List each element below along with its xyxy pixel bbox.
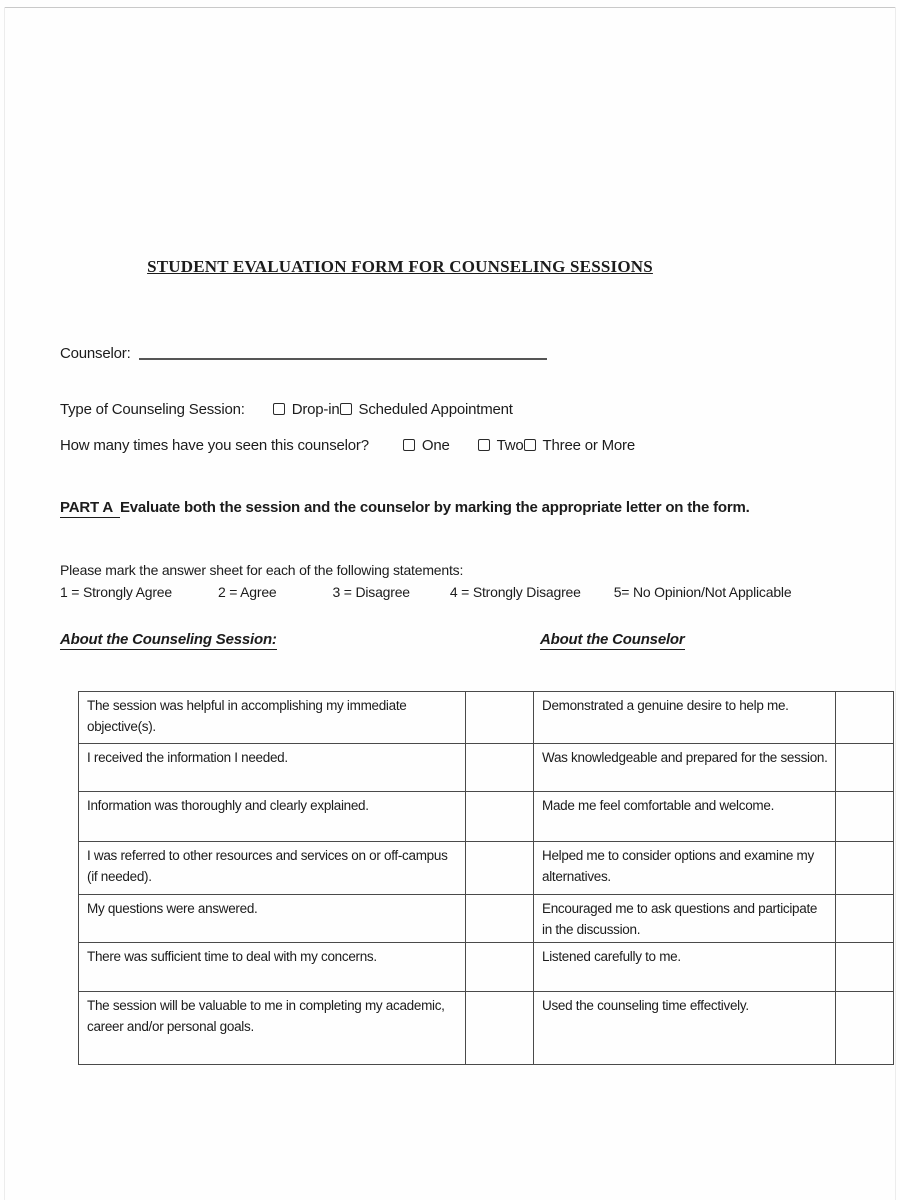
counselor-label: Counselor:: [60, 345, 131, 362]
times-seen-label: How many times have you seen this counselor?: [60, 437, 369, 454]
scale-item-2: 2 = Agree: [217, 584, 277, 600]
three-or-more-option: [524, 437, 635, 454]
session-statement: The session will be valuable to me in completing my academic, career and/or personal goals.: [79, 992, 466, 1065]
counselor-statement: Made me feel comfortable and welcome.: [534, 792, 836, 842]
counselor-rating-cell[interactable]: [836, 992, 894, 1065]
scheduled-appointment-label: Scheduled Appointment: [358, 401, 513, 418]
evaluation-table: [78, 691, 894, 1065]
table-row: [79, 842, 894, 895]
table-row: [79, 792, 894, 842]
session-rating-cell[interactable]: [466, 792, 534, 842]
table-row: [79, 992, 894, 1065]
session-type-label: Type of Counseling Session:: [60, 401, 245, 418]
session-statement: I received the information I needed.: [79, 744, 466, 792]
drop-in-option: [273, 401, 340, 418]
page-title: STUDENT EVALUATION FORM FOR COUNSELING SESSIONS: [147, 257, 653, 276]
part-a-heading: [60, 499, 750, 516]
one-option: [403, 437, 450, 454]
scale-intro: Please mark the answer sheet for each of the following statements:: [60, 562, 464, 578]
session-rating-cell[interactable]: [466, 943, 534, 992]
counselor-statement: Used the counseling time effectively.: [534, 992, 836, 1065]
rating-scale-legend: [60, 584, 791, 600]
counselor-statement: Helped me to consider options and examine my alternatives.: [534, 842, 836, 895]
session-statement: My questions were answered.: [79, 895, 466, 943]
part-a-label: PART A: [60, 499, 120, 518]
counselor-statement: Demonstrated a genuine desire to help me.: [534, 692, 836, 744]
counselor-input-line[interactable]: [139, 344, 547, 360]
session-statement: There was sufficient time to deal with my concerns.: [79, 943, 466, 992]
table-row: [79, 744, 894, 792]
counselor-rating-cell[interactable]: [836, 692, 894, 744]
page-edge-top: [4, 7, 896, 8]
scale-item-3: 3 = Disagree: [332, 584, 410, 600]
counselor-statement: Encouraged me to ask questions and participate in the discussion.: [534, 895, 836, 943]
counselor-rating-cell[interactable]: [836, 842, 894, 895]
session-rating-cell[interactable]: [466, 692, 534, 744]
counselor-statement: Was knowledgeable and prepared for the session.: [534, 744, 836, 792]
counselor-rating-cell[interactable]: [836, 792, 894, 842]
times-seen-row: [60, 437, 635, 454]
two-checkbox[interactable]: [478, 439, 490, 451]
session-rating-cell[interactable]: [466, 744, 534, 792]
counselor-rating-cell[interactable]: [836, 943, 894, 992]
one-label: One: [421, 437, 450, 454]
section-header-session: About the Counseling Session:: [60, 631, 277, 648]
part-a-instruction: Evaluate both the session and the counselor by marking the appropriate letter on the form.: [119, 499, 750, 516]
session-type-row: [60, 401, 513, 418]
session-rating-cell[interactable]: [466, 992, 534, 1065]
session-statement: The session was helpful in accomplishing my immediate objective(s).: [79, 692, 466, 744]
scale-item-1: 1 = Strongly Agree: [60, 584, 172, 600]
scheduled-appointment-option: [340, 401, 513, 418]
counselor-rating-cell[interactable]: [836, 744, 894, 792]
scheduled-appointment-checkbox[interactable]: [340, 403, 352, 415]
drop-in-checkbox[interactable]: [273, 403, 285, 415]
section-header-counselor: About the Counselor: [540, 631, 685, 648]
page-edge-right: [895, 7, 896, 1200]
session-statement: Information was thoroughly and clearly explained.: [79, 792, 466, 842]
three-or-more-checkbox[interactable]: [524, 439, 536, 451]
one-checkbox[interactable]: [403, 439, 415, 451]
table-row: [79, 692, 894, 744]
drop-in-label: Drop-in: [291, 401, 340, 418]
session-rating-cell[interactable]: [466, 842, 534, 895]
counselor-statement: Listened carefully to me.: [534, 943, 836, 992]
table-row: [79, 943, 894, 992]
two-label: Two: [496, 437, 524, 454]
counselor-field: [60, 344, 547, 362]
two-option: [478, 437, 524, 454]
session-statement: I was referred to other resources and services on or off-campus (if needed).: [79, 842, 466, 895]
table-row: [79, 895, 894, 943]
scale-item-5: 5= No Opinion/Not Applicable: [613, 584, 792, 600]
session-rating-cell[interactable]: [466, 895, 534, 943]
scale-item-4: 4 = Strongly Disagree: [449, 584, 581, 600]
counselor-rating-cell[interactable]: [836, 895, 894, 943]
three-or-more-label: Three or More: [542, 437, 635, 454]
section-headers: [60, 631, 685, 648]
page-edge-left: [4, 7, 5, 1200]
